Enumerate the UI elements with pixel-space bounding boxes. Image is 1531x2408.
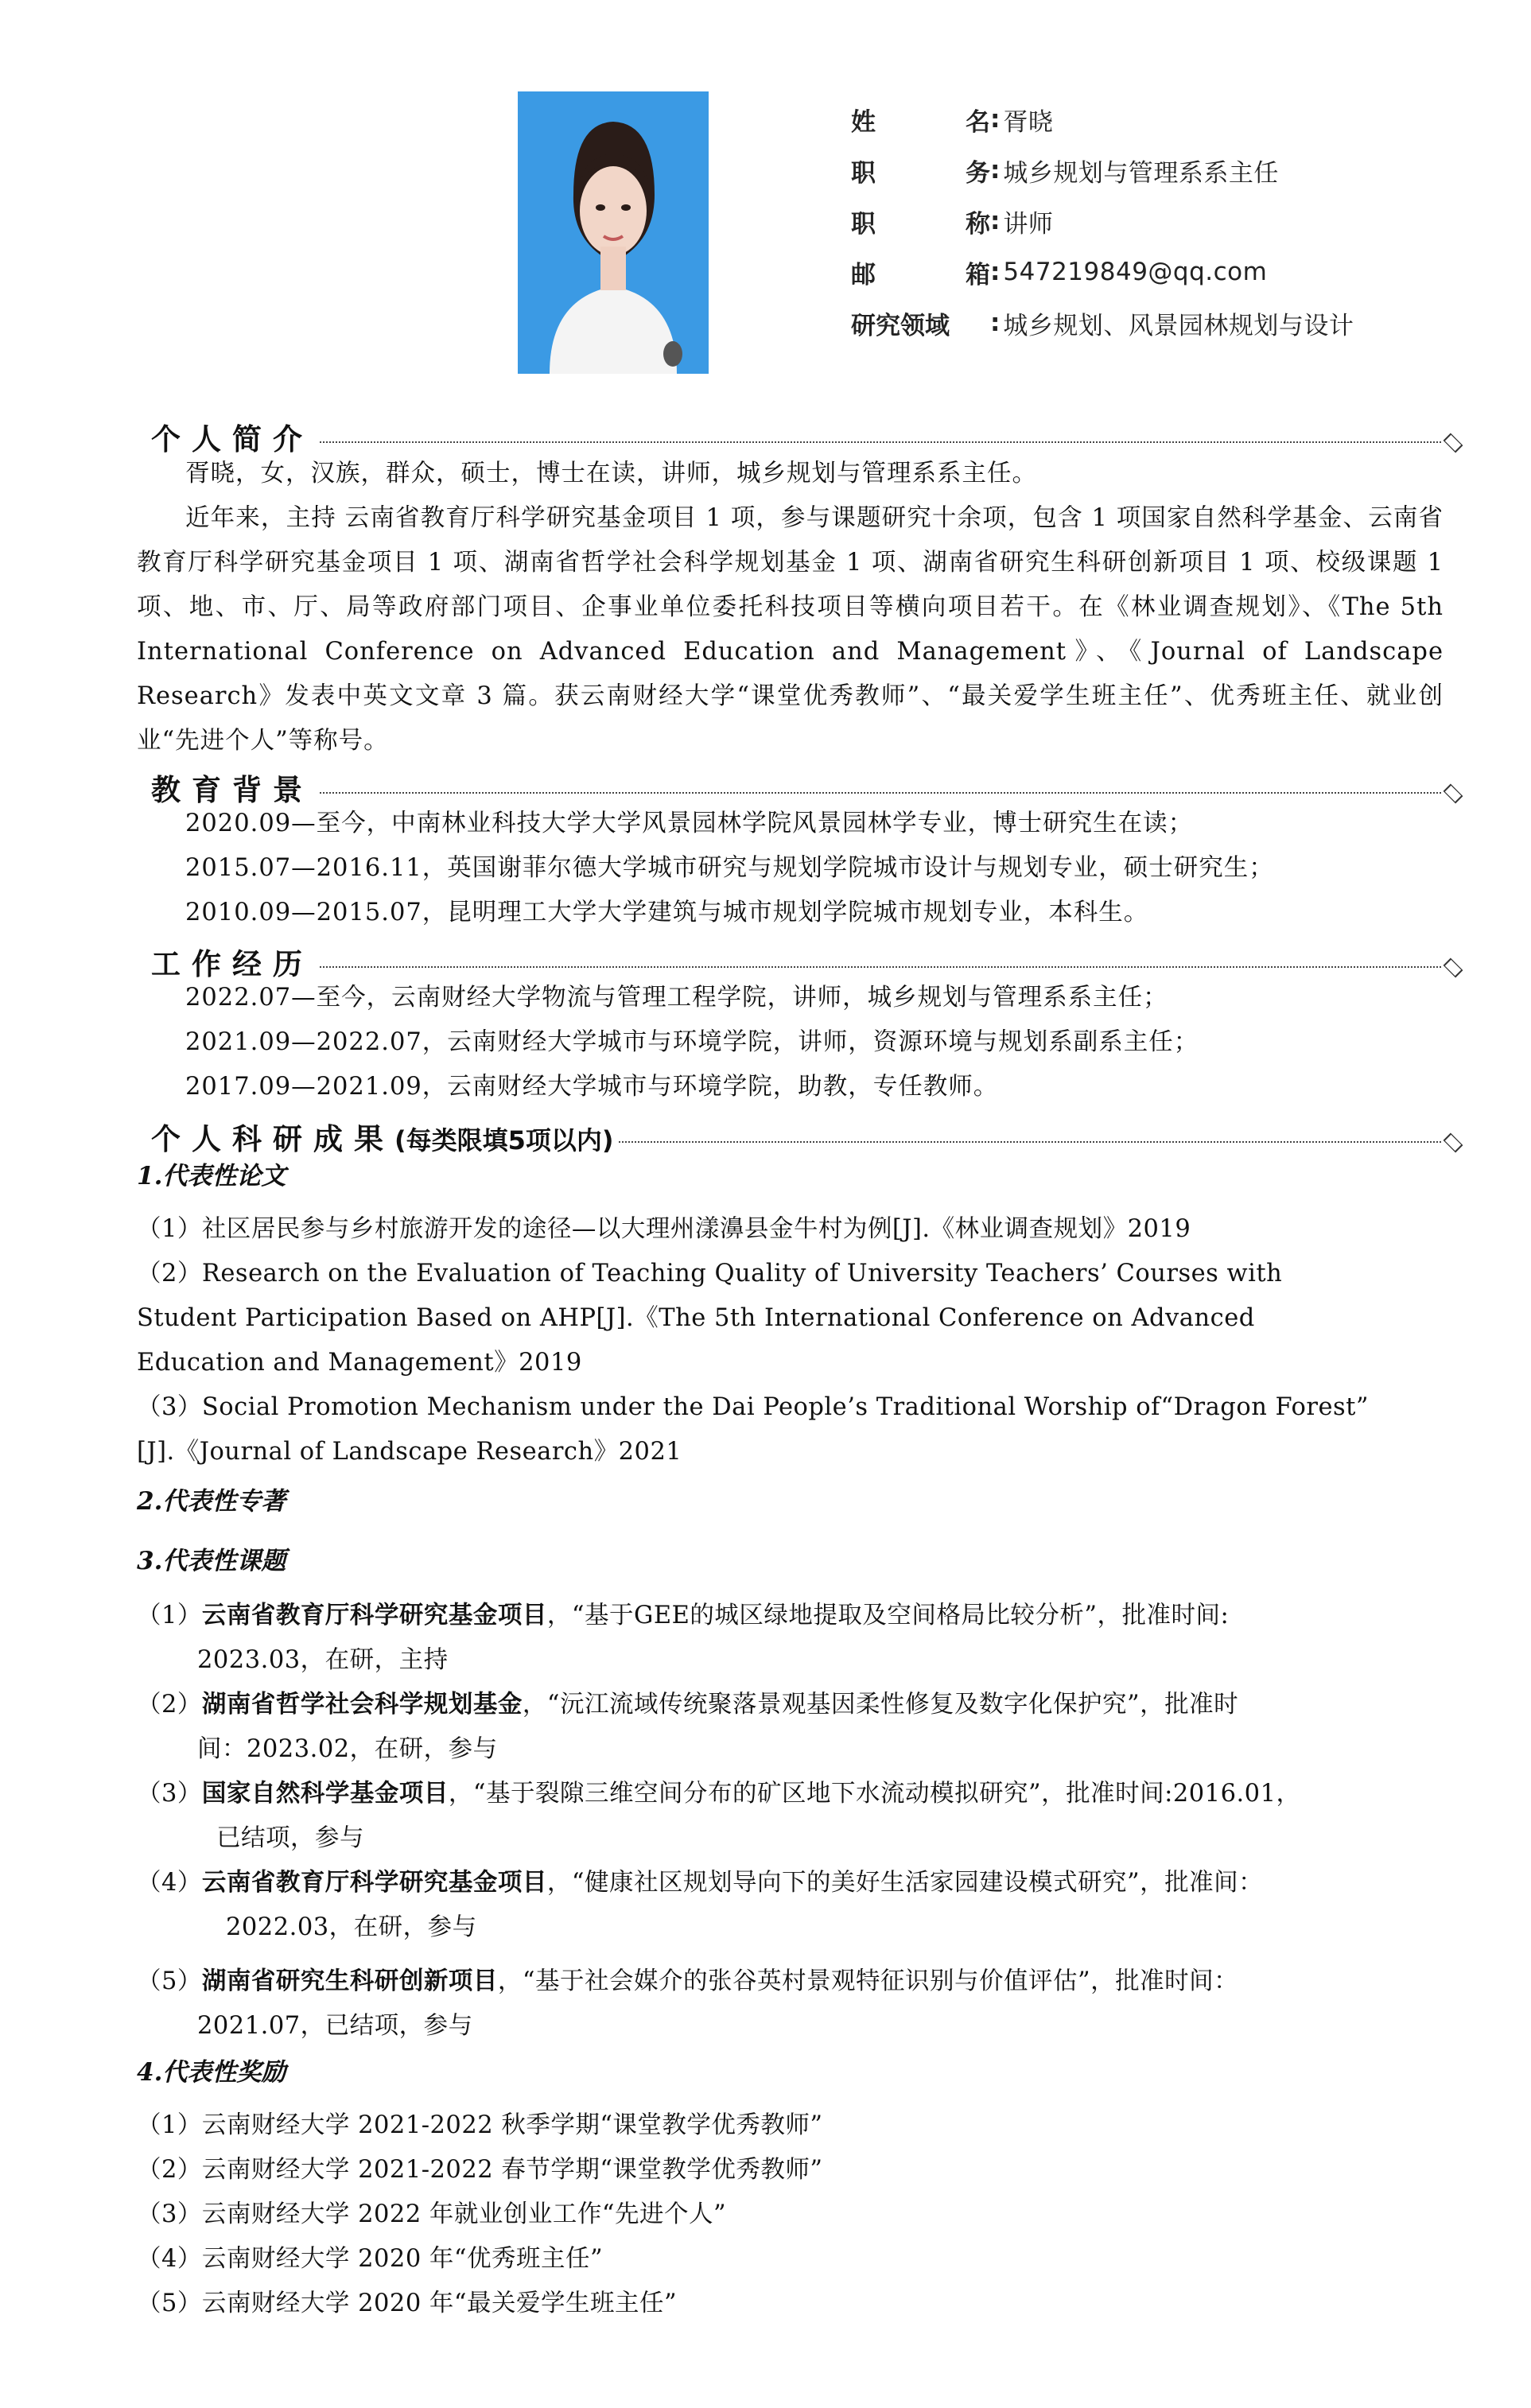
- list-item: 2022.07—至今，云南财经大学物流与管理工程学院，讲师，城乡规划与管理系系主任；: [185, 984, 1168, 1012]
- list-item-cont: Education and Management》2019: [137, 1349, 582, 1377]
- portrait-icon: [518, 91, 709, 374]
- intro-text: [137, 452, 1444, 763]
- info-label: 职 称: [851, 209, 990, 239]
- list-item: 2021.09—2022.07，云南财经大学城市与环境学院，讲师，资源环境与规划系副系主任；: [185, 1028, 1199, 1056]
- list-item: 2015.07—2016.11，英国谢菲尔德大学城市研究与规划学院城市设计与规划专业，硕士研究生；: [185, 854, 1274, 882]
- info-row-name: 姓 名 : 胥晓: [851, 94, 1354, 145]
- divider: [151, 966, 1441, 968]
- section-note: (每类限填5项以内): [394, 1125, 614, 1155]
- list-item: （2）Research on the Evaluation of Teaching Quality of University Teachers’ Courses with: [137, 1260, 1283, 1288]
- intro-paragraph-2: 近年来，主持 云南省教育厅科学研究基金项目 1 项，参与课题研究十余项，包含 1 项国家自然科学基金、云南省教育厅科学研究基金项目 1 项、湖南省哲学社会科学规划基金 1 项、湖南省研究生科研创新项目 1 项、校级课题 1 项、地、市、厅、局等政府部门项目、企事业单位委托科技项目等横向项目若干。在《林业调查规划》、《The 5th International Conference on Advanced Education and Management》、《Journal of Landscape Research》发表中英文文章 3 篇。获云南财经大学“课堂优秀教师”、“最关爱学生班主任”、优秀班主任、就业创业“先进个人”等称号。: [137, 504, 1444, 755]
- info-value-research-field: 城乡规划、风景园林规划与设计: [1003, 311, 1354, 340]
- section-title: 教育背景: [151, 766, 318, 809]
- list-item: （3）云南财经大学 2022 年就业创业工作“先进个人”: [137, 2200, 727, 2228]
- intro-paragraph-1: 胥晓，女，汉族，群众，硕士，博士在读，讲师，城乡规划与管理系系主任。: [185, 460, 1037, 487]
- list-item: （4）云南财经大学 2020 年“优秀班主任”: [137, 2245, 604, 2273]
- section-title: 个人简介: [151, 415, 318, 458]
- section-title: 工作经历: [151, 940, 318, 983]
- list-item: （5）云南财经大学 2020 年“最关爱学生班主任”: [137, 2290, 678, 2317]
- list-item: （1）云南财经大学 2021-2022 秋季学期“课堂教学优秀教师”: [137, 2111, 823, 2139]
- profile-photo: [518, 91, 709, 374]
- divider: [151, 792, 1441, 794]
- list-item: （1）社区居民参与乡村旅游开发的途径—以大理州漾濞县金牛村为例[J].《林业调查规划》2019: [137, 1215, 1191, 1243]
- papers-heading: 1.代表性论文: [137, 1162, 286, 1190]
- education-list: [137, 802, 1444, 935]
- list-item: （3）国家自然科学基金项目，“基于裂隙三维空间分布的矿区地下水流动模拟研究”，批准时间:2016.01， 已结项，参与: [137, 1779, 1301, 1852]
- section-header-research: [151, 1115, 1471, 1155]
- list-item: 2017.09—2021.09，云南财经大学城市与环境学院，助教，专任教师。: [185, 1073, 999, 1101]
- info-row-position: 职 务 : 城乡规划与管理系系主任: [851, 145, 1354, 196]
- list-item: 2010.09—2015.07，昆明理工大学大学建筑与城市规划学院城市规划专业，本科生。: [185, 899, 1149, 926]
- list-item-cont: Student Participation Based on AHP[J].《The 5th International Conference on Advanced: [137, 1304, 1255, 1332]
- awards-heading: 4.代表性奖励: [137, 2058, 286, 2087]
- divider: [151, 441, 1441, 443]
- list-item: （5）湖南省研究生科研创新项目，“基于社会媒介的张谷英村景观特征识别与价值评估”，批准时间： 2021.07，已结项，参与: [137, 1967, 1239, 2040]
- diamond-icon: [1444, 958, 1463, 978]
- list-item: （1）云南省教育厅科学研究基金项目，“基于GEE的城区绿地提取及空间格局比较分析”，批准时间: 2023.03，在研，主持: [137, 1601, 1230, 1674]
- info-value-position: 城乡规划与管理系系主任: [1003, 158, 1279, 188]
- info-row-title: 职 称 : 讲师: [851, 196, 1354, 247]
- info-value-email[interactable]: 547219849@qq.com: [1003, 258, 1268, 286]
- list-item-cont: [J].《Journal of Landscape Research》2021: [137, 1438, 682, 1466]
- list-item: 2020.09—至今，中南林业科技大学大学风景园林学院风景园林学专业，博士研究生在读；: [185, 810, 1194, 837]
- info-row-email: 邮 箱 : 547219849@qq.com: [851, 247, 1354, 297]
- list-item: （3）Social Promotion Mechanism under the Dai People’s Traditional Worship of“Dragon Forest”: [137, 1393, 1370, 1421]
- info-label: 姓 名: [851, 107, 990, 137]
- section-title: 个人科研成果(每类限填5项以内): [151, 1115, 619, 1158]
- section-header-education: [151, 766, 1471, 806]
- diamond-icon: [1444, 433, 1463, 453]
- info-value-name: 胥晓: [1003, 107, 1054, 137]
- list-item: （2）湖南省哲学社会科学规划基金，“沅江流域传统聚落景观基因柔性修复及数字化保护究”，批准时 间：2023.02，在研，参与: [137, 1690, 1239, 1763]
- info-label: 职 务: [851, 158, 990, 188]
- list-item: （2）云南财经大学 2021-2022 春节学期“课堂教学优秀教师”: [137, 2156, 823, 2184]
- info-label: 邮 箱: [851, 260, 990, 289]
- section-header-work: [151, 940, 1471, 980]
- awards-list: [137, 2103, 1444, 2326]
- info-label: 研究领域: [851, 311, 950, 340]
- projects-list: [137, 1593, 1444, 2048]
- papers-list: [137, 1207, 1444, 1474]
- list-item: （4）云南省教育厅科学研究基金项目，“健康社区规划导向下的美好生活家园建设模式研究”，批准间： 2022.03，在研，参与: [137, 1868, 1264, 1941]
- work-list: [137, 976, 1444, 1109]
- profile-info: [851, 94, 1354, 348]
- diamond-icon: [1444, 784, 1463, 804]
- projects-heading: 3.代表性课题: [137, 1547, 286, 1575]
- section-header-intro: [151, 415, 1471, 455]
- info-row-research-field: 研究领域 : 城乡规划、风景园林规划与设计: [851, 297, 1354, 348]
- info-value-title: 讲师: [1003, 209, 1054, 239]
- diamond-icon: [1444, 1133, 1463, 1153]
- monographs-heading: 2.代表性专著: [137, 1487, 286, 1516]
